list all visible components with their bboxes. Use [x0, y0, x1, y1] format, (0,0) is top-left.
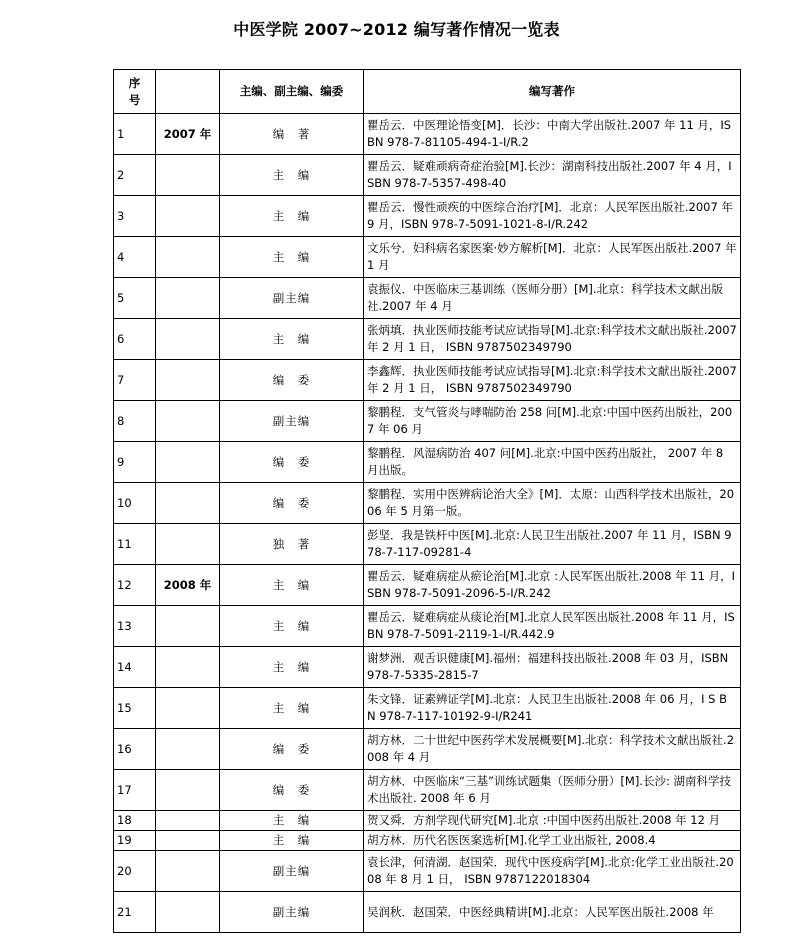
table-row	[114, 647, 741, 688]
row-year	[156, 729, 220, 770]
table-row	[114, 278, 741, 319]
row-index: 1	[114, 114, 156, 155]
row-year	[156, 851, 220, 892]
row-role: 副主编	[220, 851, 364, 892]
table-body	[114, 114, 741, 933]
table-header-row	[114, 70, 741, 114]
row-index: 17	[114, 770, 156, 811]
row-work: 黎鹏程．支气管炎与哮喘防治 258 问[M].北京:中国中医药出版社，2007 年 06 月	[364, 401, 741, 442]
table-row	[114, 401, 741, 442]
row-year	[156, 770, 220, 811]
page-title: 中医学院 2007~2012 编写著作情况一览表	[233, 20, 560, 39]
row-role: 编 委	[220, 483, 364, 524]
table-row	[114, 155, 741, 196]
row-index: 2	[114, 155, 156, 196]
row-work: 彭坚．我是铁杆中医[M].北京:人民卫生出版社.2007 年 11 月，ISBN 978-7-117-09281-4	[364, 524, 741, 565]
row-role: 副主编	[220, 401, 364, 442]
row-year	[156, 278, 220, 319]
row-work: 袁振仪．中医临床三基训练（医师分册）[M].北京：科学技术文献出版社.2007 年 4 月	[364, 278, 741, 319]
row-index: 12	[114, 565, 156, 606]
row-work: 瞿岳云．疑难顽病奇症治验[M].长沙：湖南科技出版社.2007 年 4 月，ISBN 978-7-5357-498-40	[364, 155, 741, 196]
row-work: 朱文锋．证素辨证学[M].北京：人民卫生出版社.2008 年 06 月，I S B N 978-7-117-10192-9-I/R241	[364, 688, 741, 729]
header-role: 主编、副主编、编委	[220, 70, 364, 114]
row-year: 2008 年	[156, 565, 220, 606]
row-index: 19	[114, 831, 156, 851]
table-row	[114, 483, 741, 524]
row-work: 张炳填．执业医师技能考试应试指导[M].北京:科学技术文献出版社.2007 年 2 月 1 日， ISBN 9787502349790	[364, 319, 741, 360]
row-role: 编 委	[220, 770, 364, 811]
row-role: 编 著	[220, 114, 364, 155]
row-year	[156, 360, 220, 401]
row-index: 16	[114, 729, 156, 770]
table-row	[114, 565, 741, 606]
table-row	[114, 319, 741, 360]
table-row	[114, 688, 741, 729]
row-index: 21	[114, 892, 156, 933]
row-index: 3	[114, 196, 156, 237]
row-year	[156, 688, 220, 729]
row-index: 13	[114, 606, 156, 647]
table-row	[114, 114, 741, 155]
row-year	[156, 319, 220, 360]
table-row	[114, 851, 741, 892]
table-row	[114, 442, 741, 483]
row-index: 4	[114, 237, 156, 278]
row-role: 主 编	[220, 647, 364, 688]
row-index: 18	[114, 811, 156, 831]
row-role: 主 编	[220, 319, 364, 360]
row-role: 编 委	[220, 442, 364, 483]
row-role: 编 委	[220, 729, 364, 770]
row-year	[156, 196, 220, 237]
row-year	[156, 524, 220, 565]
row-role: 主 编	[220, 565, 364, 606]
row-role: 副主编	[220, 892, 364, 933]
row-index: 9	[114, 442, 156, 483]
table-row	[114, 606, 741, 647]
row-index: 15	[114, 688, 156, 729]
table-row	[114, 360, 741, 401]
publications-table	[113, 69, 741, 933]
row-work: 文乐兮．妇科病名家医案·妙方解析[M]．北京：人民军医出版社.2007 年 1 月	[364, 237, 741, 278]
row-role: 副主编	[220, 278, 364, 319]
header-year	[156, 70, 220, 114]
row-work: 贺又舜．方剂学现代研究[M].北京 :中国中医药出版社.2008 年 12 月	[364, 811, 741, 831]
row-index: 6	[114, 319, 156, 360]
table-row	[114, 892, 741, 933]
row-index: 14	[114, 647, 156, 688]
header-index: 序 号	[114, 70, 156, 114]
row-work: 瞿岳云．中医理论悟变[M]．长沙：中南大学出版社.2007 年 11 月，ISBN 978-7-81105-494-1-I/R.2	[364, 114, 741, 155]
row-index: 11	[114, 524, 156, 565]
header-work: 编写著作	[364, 70, 741, 114]
row-index: 7	[114, 360, 156, 401]
row-role: 主 编	[220, 155, 364, 196]
row-year	[156, 831, 220, 851]
row-work: 瞿岳云．疑难病症从痰论治[M].北京人民军医出版社.2008 年 11 月，ISBN 978-7-5091-2119-1-I/R.442.9	[364, 606, 741, 647]
row-work: 袁长津，何清湖．赵国荣．现代中医疫病学[M].北京:化学工业出版社.2008 年 8 月 1 日， ISBN 9787122018304	[364, 851, 741, 892]
row-year	[156, 606, 220, 647]
row-year	[156, 442, 220, 483]
row-year	[156, 892, 220, 933]
row-work: 黎鹏程．风湿病防治 407 问[M].北京:中国中医药出版社， 2007 年 8 月出版。	[364, 442, 741, 483]
table-row	[114, 811, 741, 831]
table-row	[114, 831, 741, 851]
row-work: 李鑫辉．执业医师技能考试应试指导[M].北京:科学技术文献出版社.2007 年 2 月 1 日， ISBN 9787502349790	[364, 360, 741, 401]
row-work: 胡方林．中医临床“三基”训练试题集（医师分册）[M].长沙: 湖南科学技术出版社. 2008 年 6 月	[364, 770, 741, 811]
row-work: 黎鹏程．实用中医辨病论治大全》[M]．太原：山西科学技术出版社，2006 年 5 月第一版。	[364, 483, 741, 524]
row-work: 谢梦洲．观舌识健康[M].福州：福建科技出版社.2008 年 03 月，ISBN 978-7-5335-2815-7	[364, 647, 741, 688]
row-work: 吴润秋．赵国荣．中医经典精讲[M].北京：人民军医出版社.2008 年	[364, 892, 741, 933]
row-role: 主 编	[220, 196, 364, 237]
row-work: 瞿岳云．慢性顽疾的中医综合治疗[M]．北京：人民军医出版社.2007 年 9 月，ISBN 978-7-5091-1021-8-I/R.242	[364, 196, 741, 237]
row-role: 主 编	[220, 811, 364, 831]
row-year	[156, 401, 220, 442]
row-work: 胡方林．历代名医医案选析[M].化学工业出版社, 2008.4	[364, 831, 741, 851]
row-role: 主 编	[220, 606, 364, 647]
row-index: 5	[114, 278, 156, 319]
row-year	[156, 811, 220, 831]
table-row	[114, 524, 741, 565]
row-year	[156, 155, 220, 196]
table-row	[114, 196, 741, 237]
table-row	[114, 770, 741, 811]
row-year	[156, 237, 220, 278]
row-year	[156, 647, 220, 688]
row-role: 主 编	[220, 237, 364, 278]
row-work: 瞿岳云．疑难病症从瘀论治[M].北京 :人民军医出版社.2008 年 11 月，ISBN 978-7-5091-2096-5-I/R.242	[364, 565, 741, 606]
row-role: 独 著	[220, 524, 364, 565]
table-row	[114, 729, 741, 770]
row-role: 主 编	[220, 688, 364, 729]
row-index: 20	[114, 851, 156, 892]
row-index: 8	[114, 401, 156, 442]
row-role: 主 编	[220, 831, 364, 851]
row-year	[156, 483, 220, 524]
row-year: 2007 年	[156, 114, 220, 155]
row-index: 10	[114, 483, 156, 524]
row-role: 编 委	[220, 360, 364, 401]
table-row	[114, 237, 741, 278]
row-work: 胡方林．二十世纪中医药学术发展概要[M].北京：科学技术文献出版社.2008 年 4 月	[364, 729, 741, 770]
